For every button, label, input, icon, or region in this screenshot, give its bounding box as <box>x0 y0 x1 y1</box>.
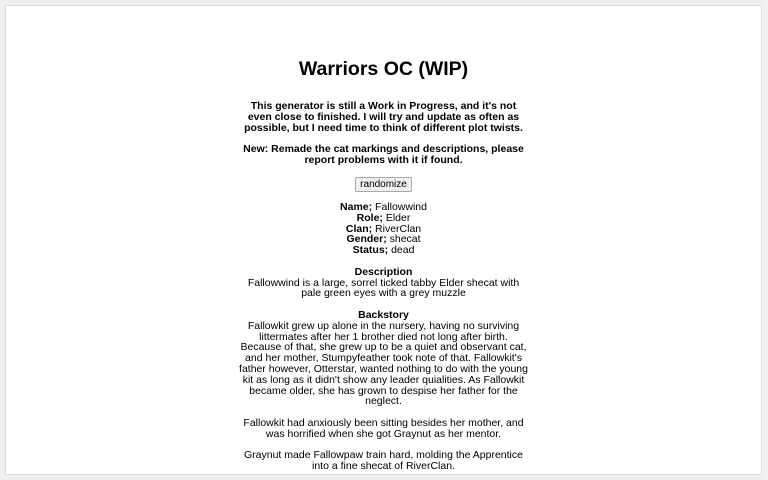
description-text: Fallowwind is a large, sorrel ticked tabby Elder shecat with pale green eyes with a grey muzzle <box>247 276 520 300</box>
stat-value: dead <box>391 244 415 257</box>
backstory-paragraph: Graynut made Fallowpaw train hard, molding the Apprentice into a fine shecat of RiverClan. <box>244 449 523 473</box>
backstory-heading: Backstory <box>358 308 409 321</box>
update-notice: New: Remade the cat markings and descriptions, please report problems with it if found. <box>243 143 524 167</box>
backstory-paragraph: Fallowkit had anxiously been sitting besides her mother, and was horrified when she got Graynut as her mentor. <box>243 416 524 440</box>
stat-label: Status; <box>352 244 389 257</box>
stat-value: Fallowwind <box>375 200 427 213</box>
cat-stats <box>239 202 529 256</box>
stat-value: shecat <box>389 233 421 246</box>
stat-value: RiverClan <box>375 222 422 235</box>
stat-status <box>239 245 529 256</box>
randomize-container <box>239 177 529 193</box>
backstory-paragraph: Fallowkit grew up alone in the nursery, having no surviving littermates after her 1 brother died not long after birth. Because of that, she grew up to be a quiet and observant cat, and her mother, Stumpyfeather took note of that. Fallowkit's father however, Otterstar, wanted nothing to do with the young kit as long as it didn't show any leader quialities. As Fallowkit became older, she has grown to despise her father for the neglect. <box>239 319 528 408</box>
stat-value: Elder <box>385 211 411 224</box>
wip-notice: This generator is still a Work in Progress, and it's not even close to finished. I will try and update as often as possible, but I need time to think of different plot twists. <box>244 100 523 134</box>
generator-content <box>239 6 529 472</box>
stat-label: Gender; <box>346 233 387 246</box>
page-frame <box>5 5 762 475</box>
stat-label: Clan; <box>345 222 373 235</box>
stat-label: Role; <box>356 211 383 224</box>
randomize-button[interactable]: randomize <box>355 177 412 192</box>
description-section <box>239 267 529 299</box>
description-heading: Description <box>354 265 413 278</box>
backstory-section <box>239 310 529 472</box>
stat-label: Name; <box>340 200 373 213</box>
page-title: Warriors OC (WIP) <box>298 58 469 80</box>
